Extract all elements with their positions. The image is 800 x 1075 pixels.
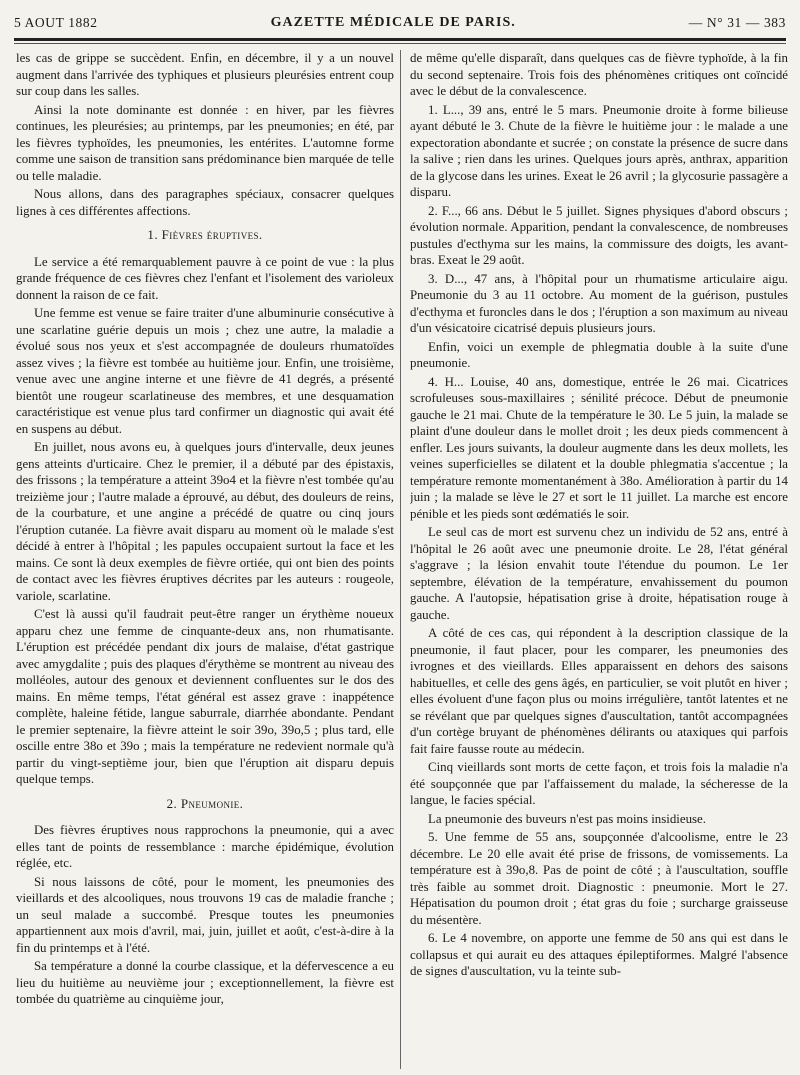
paragraph: 1. L..., 39 ans, entré le 5 mars. Pneumonie droite à forme bilieuse ayant débuté le 3. Chute de la fièvre le huitième jour : le malade a une expectoration abondante et sucrée ; on constate la présence de sucre dans la salive ; rien dans les urines. Quelques jours après, anthrax, apparition de la glycose dans les urines. Exeat le 26 avril ; la glycosurie passagère a disparu. (410, 102, 788, 199)
paragraph: de même qu'elle disparaît, dans quelques cas de fièvre typhoïde, à la fin du second septenaire. Trois fois des phénomènes critiques ont coïncidé avec le début de la convalescence. (410, 51, 788, 98)
header-rule-thin (14, 43, 786, 44)
paragraph: En juillet, nous avons eu, à quelques jours d'intervalle, deux jeunes gens atteints d'urticaire. Chez le premier, il a débuté par des épistaxis, des frissons ; la température a atteint 39o4 et la fièvre n'est tombée qu'au treizième jour ; l'autre malade a éprouvé, au début, des douleurs de reins, de la courbature, et une angine a précédé de quatre ou cinq jours l'éruption cutanée. La fièvre avait disparu au moment où le malade s'est décidé à entrer à l'hôpital ; les papules occupaient surtout la face et les mains. Ce sont là deux exemples de fièvre ortiée, qui ont bien des points de contact avec les fièvres éruptives décrites par les auteurs : rougeole, variole, scarlatine. (16, 440, 394, 603)
paragraph: 3. D..., 47 ans, à l'hôpital pour un rhumatisme articulaire aigu. Pneumonie du 3 au 11 octobre. Au moment de la guérison, pustules d'ecthyma et furoncles dans le dos ; l'éruption a son maximum au niveau d'un vésicatoire cicatrisé depuis plusieurs jours. (410, 271, 788, 335)
page-header (14, 12, 786, 34)
paragraph: Le service a été remarquablement pauvre à ce point de vue : la plus grande fréquence de ces fièvres chez l'enfant et l'isolement des varioleux donnent la raison de ce fait. (16, 254, 394, 302)
paragraph: 4. H... Louise, 40 ans, domestique, entrée le 26 mai. Cicatrices scrofuleuses sous-maxillaires ; sénilité précoce. Début de pneumonie gauche le 21 mai. Chute de la température le 30. Le 5 juin, la malade se plaint d'une douleur dans le mollet droit ; les deux pieds commencent à enfler. Les jours suivants, la douleur augmente dans les deux mollets, les veines superficielles se dilatent et la double phlegmatia s'accentue ; la température remonte momentanément à 38o. Amélioration à partir du 14 juin ; la malade se lève le 27 et sort le 11 juillet. La marche est encore pénible et les pieds sont œdématiés le soir. (410, 374, 788, 521)
paragraph: Cinq vieillards sont morts de cette façon, et trois fois la maladie n'a été soupçonnée que par l'affaissement du malade, la sécheresse de la langue, le facies spécial. (410, 760, 788, 807)
header-date: 5 AOUT 1882 (14, 15, 98, 30)
header-rule-thick (14, 38, 786, 41)
paragraph: 5. Une femme de 55 ans, soupçonnée d'alcoolisme, entre le 23 décembre. Le 20 elle avait été prise de frissons, de vomissements. La température est à 39o,8. Pas de point de côté ; à l'auscultation, souffle très faible au sommet droit. Diagnostic : pneumonie. Mort le 27. Hépatisation du poumon droit ; état gras du foie ; surcharge graisseuse du mésentère. (410, 830, 788, 927)
paragraph: Le seul cas de mort est survenu chez un individu de 52 ans, entré à l'hôpital le 26 août avec une pneumonie droite. Le 28, l'état général s'aggrave ; la lésion envahit toute l'étendue du poumon. Le 1er septembre, élévation de la température, envahissement du poumon gauche. A l'autopsie, hépatisation grise à droite, hépatisation rouge à gauche. (410, 525, 788, 622)
paragraph: C'est là aussi qu'il faudrait peut-être ranger un érythème noueux apparu chez une femme de cinquante-deux ans, non rhumatisante. L'éruption est précédée pendant dix jours de malaise, d'état gastrique avec amygdalite ; puis des plaques d'érythème se montrent au niveau des molléoles, autour des genoux et deviennent confluentes sur le dos des mains. En même temps, l'état général est assez grave : inappétence complète, haleine fétide, langue saburrale, diarrhée abondante. Pendant le premier septenaire, la fièvre atteint le soir 39o, 39o,5 ; plus tard, elle oscille entre 38o et 39o ; mais la température ne redevient normale qu'à partir du vingt-septième jour, bien que l'éruption ait disparu depuis quelque temps. (16, 607, 394, 786)
paragraph: Si nous laissons de côté, pour le moment, les pneumonies des vieillards et des alcooliques, nous trouvons 19 cas de maladie franche ; un seul malade a succombé. Presque toutes les pneumonies appartiennent aux mois d'avril, mai, juin, juillet et août, c'est-à-dire à la fin du printemps et à l'été. (16, 874, 394, 955)
section-title-pneumonie: 2. Pneumonie. (166, 795, 244, 811)
paragraph: Enfin, voici un exemple de phlegmatia double à la suite d'une pneumonie. (410, 339, 788, 370)
header-issue: — N° 31 — 383 (688, 15, 786, 30)
paragraph: Une femme est venue se faire traiter d'une albuminurie consécutive à une scarlatine guérie depuis un mois ; chez une autre, la maladie a évolué sous nos yeux et s'est accompagnée de douleurs rhumatoïdes assez vives ; la fièvre est tombée au huitième jour. Enfin, une troisième, venue avec une angine interne et une fièvre de 41 degrés, a présenté bientôt une rougeur scarlatineuse des membres, et une desquamation caractéristique est venue plus tard confirmer un diagnostic qui avait été en suspens au début. (16, 306, 394, 436)
paragraph: La pneumonie des buveurs n'est pas moins insidieuse. (428, 811, 706, 826)
column-divider (400, 50, 401, 1069)
section-title-fievres: 1. Fièvres éruptives. (147, 227, 263, 242)
paragraph: A côté de ces cas, qui répondent à la description classique de la pneumonie, il faut placer, pour les comparer, les pneumonies des ivrognes et des vieillards. Elles apparaissent en dehors des saisons habituelles, et celle des gens âgés, en particulier, se voit plutôt en hiver ; elles évoluent d'une façon plus ou moins irrégulière, tantôt latentes et ne se révélant que par quelques signes d'auscultation, tantôt accompagnées d'un cortège bruyant de phénomènes délirants ou ataxiques qui parfois fait faire fausse route au médecin. (410, 626, 788, 756)
left-column (16, 50, 394, 1069)
paragraph: Sa température a donné la courbe classique, et la défervescence a eu lieu du huitième au neuvième jour ; exceptionnellement, la fièvre est tombée du quatrième au cinquième jour, (16, 959, 394, 1006)
paragraph: 6. Le 4 novembre, on apporte une femme de 50 ans qui est dans le collapsus et qui aurait eu des attaques épileptiformes. Malgré l'absence de signes d'auscultation, vu la teinte sub- (410, 931, 788, 978)
journal-title: GAZETTE MÉDICALE DE PARIS. (270, 15, 516, 30)
paragraph: Des fièvres éruptives nous rapprochons la pneumonie, qui a avec elles tant de points de ressemblance : marche épidémique, évolution réglée, etc. (16, 823, 394, 870)
paragraph: Ainsi la note dominante est donnée : en hiver, par les fièvres continues, les pleurésies; au printemps, par les pneumonies; en été, par les fièvres typhoïdes, les pneumonies, les entérites. L'automne forme comme une saison de transition sans prédominance bien marquée de telle ou telle maladie. (16, 102, 394, 183)
paragraph: 2. F..., 66 ans. Début le 5 juillet. Signes physiques d'abord obscurs ; évolution normale. Apparition, pendant la convalescence, de nombreuses pustules d'ecthyma sur les mains, la commissure des doigts, les avant-bras. Exeat le 29 août. (410, 203, 788, 267)
paragraph: les cas de grippe se succèdent. Enfin, en décembre, il y a un nouvel augment dans l'arrivée des typhiques et plusieurs pleurésies entrent coup sur coup dans les salles. (16, 51, 394, 98)
paragraph: Nous allons, dans des paragraphes spéciaux, consacrer quelques lignes à ces différentes affections. (16, 187, 394, 218)
right-column (410, 50, 788, 1069)
